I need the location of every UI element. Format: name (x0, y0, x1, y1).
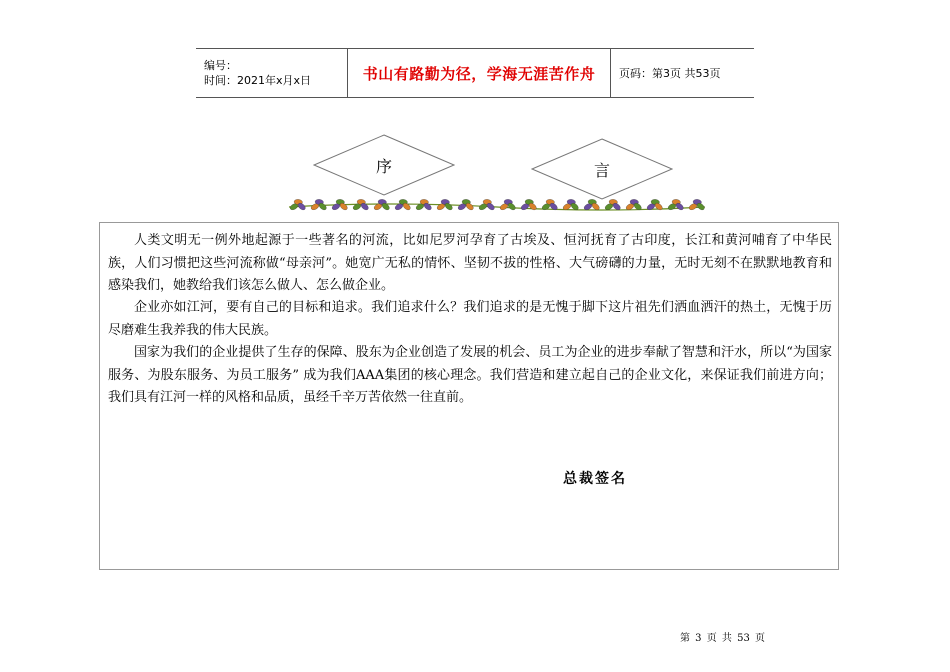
paragraph-2: 企业亦如江河，要有自己的目标和追求。我们追求什么？我们追求的是无愧于脚下这片祖先们洒血洒汗的热土，无愧于历尽磨难生我养我的伟大民族。 (108, 300, 832, 338)
header-motto-cell (347, 49, 611, 97)
header-page-cell (611, 49, 721, 97)
header-motto: 书山有路勤为径，学海无涯苦作舟 (362, 64, 596, 83)
vine-stem (289, 204, 705, 210)
document-number-label: 编号： (204, 59, 237, 72)
header-page-number: 页码：第3页 共53页 (619, 67, 721, 80)
paragraph-3: 国家为我们的企业提供了生存的保障、股东为企业创造了发展的机会、员工为企业的进步奉献了智慧和汗水，所以“为国家服务、为股东服务、为员工服务” 成为我们AAA集团的核心理念。我们营造和建立起自己的企业文化，来保证我们前进方向；我们具有江河一样的风格和品质，虽经千辛万苦依然一往直前。 (108, 345, 832, 405)
page-footer: 第 3 页 共 53 页 (680, 633, 765, 644)
page-header (196, 48, 754, 98)
title-diamond-right (531, 138, 673, 200)
title-char-yan: 言 (593, 160, 610, 180)
header-meta (196, 49, 347, 97)
floral-vine-divider-icon (287, 195, 707, 215)
title-char-xu: 序 (375, 156, 392, 176)
document-date: 时间：2021年x月x日 (204, 74, 312, 87)
title-diamond-left (313, 134, 455, 196)
paragraph-1: 人类文明无一例外地起源于一些著名的河流，比如尼罗河孕育了古埃及、恒河抚育了古印度，长江和黄河哺育了中华民族，人们习惯把这些河流称做“母亲河”。她宽广无私的情怀、坚韧不拔的性格、大气磅礴的力量，无时无刻不在默默地教育和感染我们，她教给我们该怎么做人、怎么做企业。 (108, 233, 832, 293)
president-signature-label: 总裁签名 (563, 471, 627, 487)
